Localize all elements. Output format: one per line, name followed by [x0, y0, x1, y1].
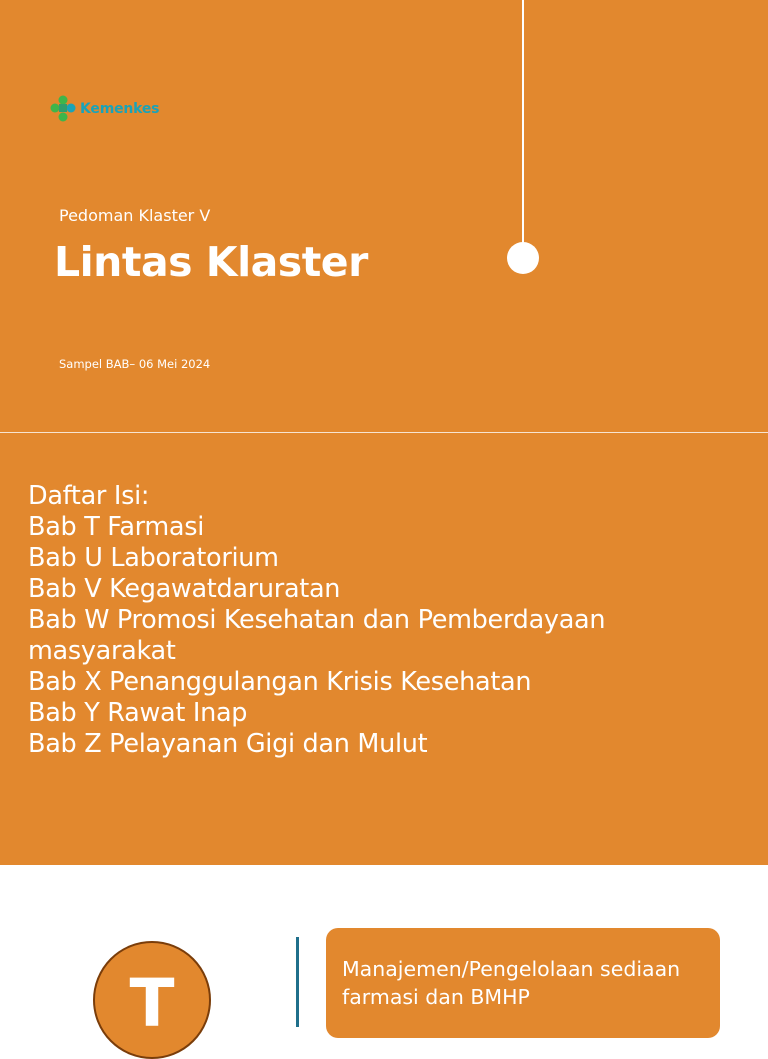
logo-text: Kemenkes [80, 101, 160, 117]
document-date: Sampel BAB– 06 Mei 2024 [59, 357, 211, 371]
table-of-contents-slide [0, 433, 768, 865]
toc-item: Bab V Kegawatdaruratan [28, 574, 341, 604]
kemenkes-logo-icon [50, 95, 76, 123]
table-of-contents [28, 481, 728, 760]
toc-item: Bab T Farmasi [28, 512, 205, 542]
cover-slide [0, 0, 768, 432]
toc-item: Bab W Promosi Kesehatan dan Pemberdayaan masyarakat [28, 605, 606, 666]
chapter-letter: T [129, 965, 175, 1042]
topic-text: Manajemen/Pengelolaan sediaan farmasi dan BMHP [342, 957, 681, 1009]
decorative-dot [507, 242, 539, 274]
chapter-slide [0, 865, 768, 1042]
toc-item: Bab Z Pelayanan Gigi dan Mulut [28, 729, 428, 759]
chapter-letter-badge [93, 941, 211, 1059]
kemenkes-logo [50, 94, 159, 124]
toc-item: Bab X Penanggulangan Krisis Kesehatan [28, 667, 532, 697]
topic-box [326, 928, 720, 1038]
decorative-vertical-line [522, 0, 524, 246]
toc-heading: Daftar Isi: [28, 481, 150, 511]
document-title: Lintas Klaster [54, 238, 368, 286]
decorative-vertical-bar [296, 937, 299, 1027]
toc-item: Bab Y Rawat Inap [28, 698, 248, 728]
document-subtitle: Pedoman Klaster V [59, 206, 211, 225]
toc-item: Bab U Laboratorium [28, 543, 279, 573]
